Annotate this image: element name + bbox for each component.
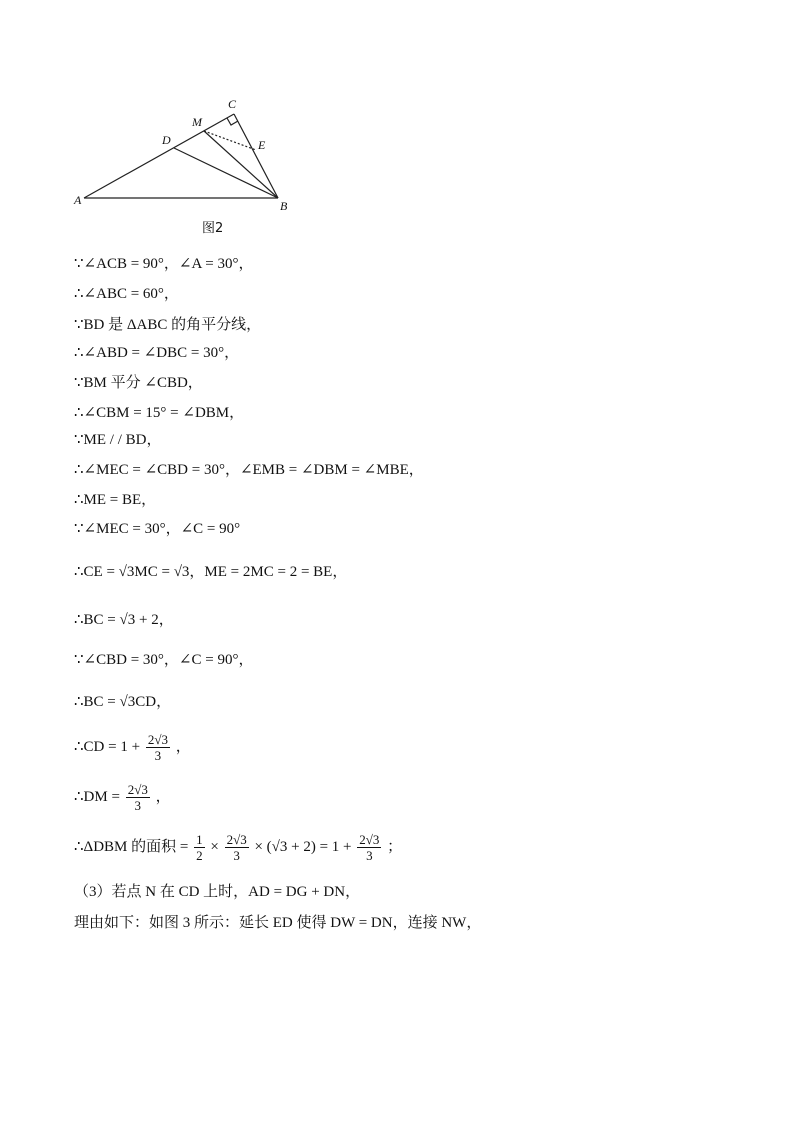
step-line: ∴∠ABC = 60°，	[74, 286, 179, 302]
area-times: ×	[210, 838, 219, 855]
area-eq: =	[179, 838, 189, 855]
step-line: ∴BC = √3CD，	[74, 694, 172, 710]
step-line: ∴CE = √3MC = √3，ME = 2MC = 2 = BE，	[74, 564, 348, 580]
dm-equation	[74, 783, 171, 812]
step-line: ∴∠ABD = ∠DBC = 30°，	[74, 345, 240, 361]
part-3-statement: （3）若点 N 在 CD 上时，AD = DG + DN，	[74, 884, 361, 900]
dm-prefix: ∴DM =	[74, 788, 120, 805]
step-line: ∵∠CBD = 30°，∠C = 90°，	[74, 652, 254, 668]
label-b: B	[280, 199, 288, 213]
label-m: M	[192, 115, 202, 129]
step-line: ∵∠MEC = 30°，∠C = 90°	[74, 521, 241, 537]
area-f1-den: 2	[196, 848, 203, 863]
area-f2-num: 2√3	[226, 832, 247, 847]
label-e: E	[258, 138, 266, 152]
area-suffix: ；	[387, 838, 403, 855]
reason-statement: 理由如下：如图 3 所示：延长 ED 使得 DW = DN，连接 NW，	[74, 915, 482, 931]
cd-fraction-num: 2√3	[147, 732, 168, 747]
step-line: ∵ME / / BD，	[74, 432, 162, 448]
step-line: ∵BD 是 ΔABC 的角平分线，	[74, 317, 262, 333]
step-line: ∴∠MEC = ∠CBD = 30°，∠EMB = ∠DBM = ∠MBE，	[74, 462, 424, 478]
area-f2-den: 3	[233, 848, 240, 863]
cd-suffix: ，	[175, 738, 191, 755]
area-f1-num: 1	[196, 832, 203, 847]
step-line: ∴∠CBM = 15° = ∠DBM，	[74, 405, 245, 421]
cd-equation	[74, 733, 191, 762]
cd-fraction-den: 3	[154, 748, 162, 763]
area-fraction-3	[357, 833, 381, 862]
area-equation	[74, 833, 402, 862]
dm-suffix: ，	[155, 788, 171, 805]
step-line: ∴ME = BE，	[74, 492, 157, 508]
area-f3-den: 3	[366, 848, 373, 863]
label-a: A	[74, 193, 82, 207]
step-line: ∵∠ACB = 90°，∠A = 30°，	[74, 256, 254, 272]
segment-ac	[84, 114, 234, 198]
step-line: ∴BC = √3 + 2，	[74, 612, 174, 628]
cd-fraction	[146, 733, 170, 762]
dm-fraction	[126, 783, 150, 812]
label-d: D	[162, 133, 171, 147]
area-mid: × (√3 + 2) = 1 +	[254, 838, 352, 855]
area-prefix: ∴ΔDBM 的面积	[74, 838, 177, 855]
area-fraction-2	[225, 833, 249, 862]
area-f3-num: 2√3	[359, 832, 380, 847]
segment-db	[174, 148, 278, 198]
figure-caption: 图2	[202, 221, 224, 236]
segment-cb	[234, 114, 278, 198]
dm-fraction-num: 2√3	[127, 782, 148, 797]
step-line: ∵BM 平分 ∠CBD，	[74, 375, 203, 391]
dm-fraction-den: 3	[134, 798, 141, 813]
area-fraction-half	[194, 833, 205, 862]
segment-mb	[204, 131, 278, 198]
label-c: C	[228, 97, 237, 111]
triangle-figure	[70, 92, 310, 242]
cd-prefix: ∴CD = 1 +	[74, 738, 141, 755]
